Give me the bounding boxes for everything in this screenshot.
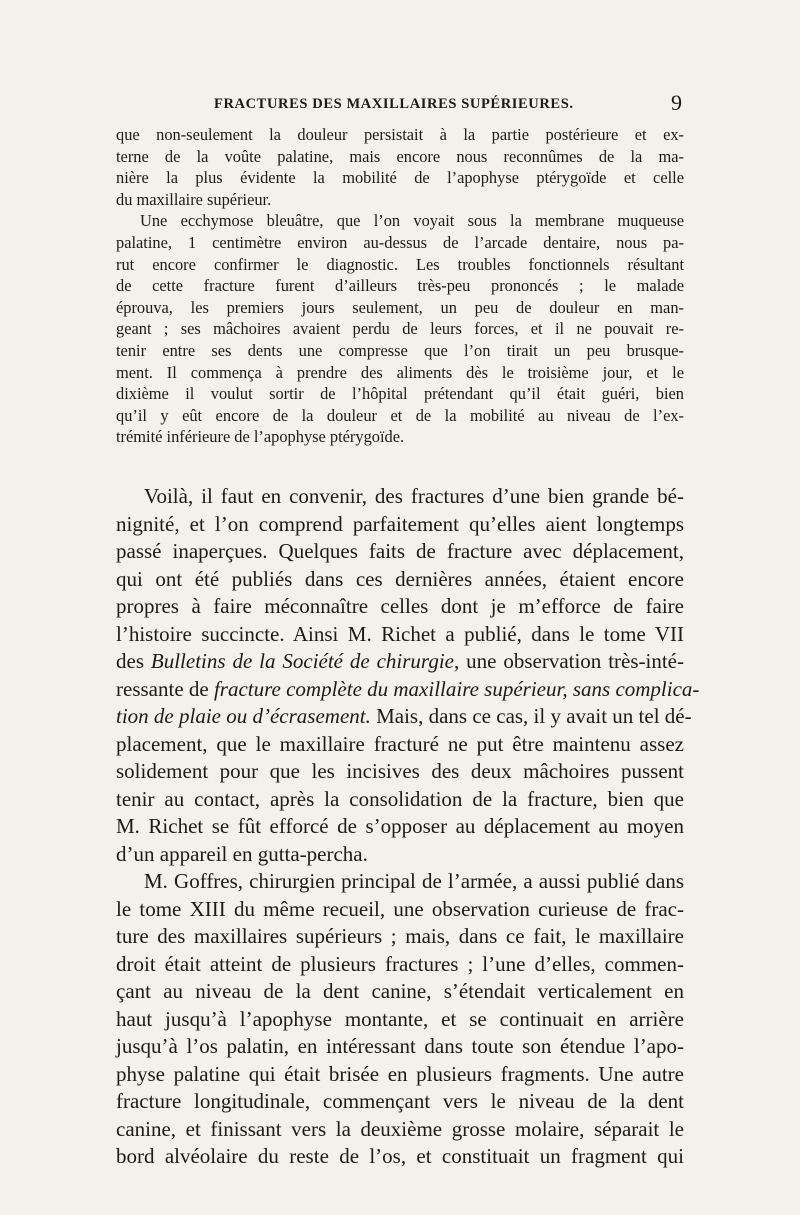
text-line: qu’il y eût encore de la douleur et de la mobilité au niveau de l’ex- bbox=[116, 405, 684, 425]
text-line: nignité, et l’on comprend parfaitement qu’elles aient longtemps bbox=[116, 511, 684, 536]
text-line: l’histoire succincte. Ainsi M. Richet a publié, dans le tome VII bbox=[116, 621, 684, 646]
text-line: droit était atteint de plusieurs fractures ; l’une d’elles, commen- bbox=[116, 951, 684, 976]
text-line: qui ont été publiés dans ces dernières années, étaient encore bbox=[116, 566, 684, 591]
paragraph bbox=[116, 210, 684, 448]
text-line: trémité inférieure de l’apophyse ptérygoïde. bbox=[116, 427, 405, 447]
text-fragment: ressante de bbox=[116, 676, 214, 701]
text-fragment: , une observation très-inté- bbox=[453, 649, 684, 673]
text-fragment: des bbox=[116, 649, 151, 673]
text-line: passé inaperçues. Quelques faits de fracture avec déplacement, bbox=[116, 539, 684, 563]
text-line: fracture longitudinale, commençant vers le niveau de la dent bbox=[116, 1089, 684, 1113]
main-text bbox=[116, 483, 700, 1171]
text-line: physe palatine qui était brisée en plusieurs fragments. Une autre bbox=[116, 1061, 684, 1086]
paragraph bbox=[116, 868, 684, 1171]
text-line: le tome XIII du même recueil, une observation curieuse de frac- bbox=[116, 896, 684, 921]
text-line bbox=[116, 703, 692, 731]
text-line: M. Richet se fût efforcé de s’opposer au déplacement au moyen bbox=[116, 814, 684, 838]
text-line: placement, que le maxillaire fracturé ne put être maintenu assez bbox=[116, 731, 684, 756]
text-fragment: Mais, dans ce cas, il y avait un tel dé- bbox=[370, 704, 692, 728]
text-line: M. Goffres, chirurgien principal de l’armée, a aussi publié dans bbox=[144, 869, 684, 893]
text-line: jusqu’à l’os palatin, en intéressant dans toute son étendue l’apo- bbox=[116, 1034, 684, 1058]
text-line: ture des maxillaires supérieurs ; mais, dans ce fait, le maxillaire bbox=[116, 924, 684, 948]
text-line: Voilà, il faut en convenir, des fractures d’une bien grande bé- bbox=[144, 484, 684, 508]
text-line bbox=[116, 676, 700, 704]
page-header bbox=[116, 90, 684, 118]
text-line: geant ; ses mâchoires avaient perdu de leurs forces, et il ne pouvait re- bbox=[116, 319, 684, 339]
text-line: éprouva, les premiers jours seulement, un peu de douleur en man- bbox=[116, 297, 684, 317]
text-line: dixième il voulut sortir de l’hôpital prétendant qu’il était guéri, bien bbox=[116, 384, 684, 404]
text-line: tenir entre ses dents une compresse que l’on tirait un peu brusque- bbox=[116, 340, 684, 360]
text-line: d’un appareil en gutta-percha. bbox=[116, 841, 368, 866]
article-title: tion de plaie ou d’écrasement. bbox=[116, 704, 371, 728]
text-line: terne de la voûte palatine, mais encore nous reconnûmes de la ma- bbox=[116, 146, 684, 166]
text-line: du maxillaire supérieur. bbox=[116, 189, 272, 209]
text-line: haut jusqu’à l’apophyse montante, et se continuait en arrière bbox=[116, 1006, 684, 1031]
page-number: 9 bbox=[671, 90, 682, 115]
text-line: tenir au contact, après la consolidation de la fracture, bien que bbox=[116, 786, 684, 811]
text-line: nière la plus évidente la mobilité de l’apophyse ptérygoïde et celle bbox=[116, 168, 684, 188]
text-line: palatine, 1 centimètre environ au-dessus de l’arcade dentaire, nous pa- bbox=[116, 232, 684, 252]
article-title: fracture complète du maxillaire supérieur, sans complica- bbox=[213, 676, 700, 701]
text-line: bord alvéolaire du reste de l’os, et constituait un fragment qui bbox=[116, 1144, 684, 1168]
text-line: propres à faire méconnaître celles dont je m’efforce de faire bbox=[116, 594, 684, 618]
case-report-text bbox=[116, 124, 684, 448]
journal-title: Bulletins de la Société de chirurgie bbox=[150, 649, 454, 673]
text-line: que non-seulement la douleur persistait à la partie postérieure et ex- bbox=[116, 125, 684, 144]
paragraph bbox=[116, 124, 684, 210]
text-line: Une ecchymose bleuâtre, que l’on voyait sous la membrane muqueuse bbox=[140, 211, 684, 231]
text-line: rut encore confirmer le diagnostic. Les troubles fonctionnels résultant bbox=[116, 254, 684, 274]
paragraph bbox=[116, 483, 700, 868]
text-line: de cette fracture furent d’ailleurs très-peu prononcés ; le malade bbox=[116, 276, 684, 296]
text-line: canine, et finissant vers la deuxième grosse molaire, séparait le bbox=[116, 1116, 684, 1141]
running-title: FRACTURES DES MAXILLAIRES SUPÉRIEURES. bbox=[214, 96, 574, 112]
text-line: solidement pour que les incisives des deux mâchoires pussent bbox=[116, 759, 684, 783]
text-line: ment. Il commença à prendre des aliments dès le troisième jour, et le bbox=[116, 362, 684, 382]
text-line bbox=[116, 648, 684, 676]
text-line: çant au niveau de la dent canine, s’étendait verticalement en bbox=[116, 979, 684, 1003]
